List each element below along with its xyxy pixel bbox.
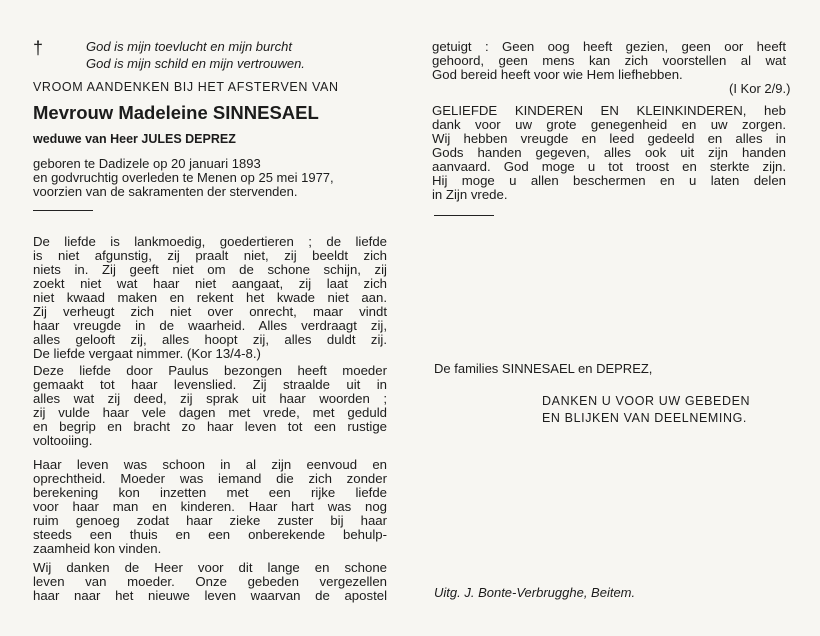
text-line: Wij hebben vreugde en leed gedeeld en alles in bbox=[432, 131, 786, 146]
paragraph-children bbox=[432, 104, 786, 202]
sacraments-line: voorzien van de sakramenten der stervenden. bbox=[33, 184, 298, 199]
text-line: berekening kon inzetten met een rijke liefde bbox=[33, 485, 387, 500]
text-line: Haar leven was schoon in al zijn eenvoud en bbox=[33, 457, 387, 472]
paragraph-scripture bbox=[432, 40, 786, 82]
text-line: GELIEFDE KINDEREN EN KLEINKINDEREN, heb bbox=[432, 103, 786, 118]
families-line: De families SINNESAEL en DEPREZ, bbox=[434, 361, 653, 376]
text-line: getuigt : Geen oog heeft gezien, geen oor heeft bbox=[432, 39, 786, 54]
paragraph-love bbox=[33, 235, 387, 361]
paragraph-life bbox=[33, 458, 387, 556]
text-line: haar vreugde in de waarheid. Alles verdraagt zij, bbox=[33, 318, 387, 333]
text-line: aanvaard. God moge u tot troost en sterkte zijn. bbox=[432, 159, 786, 174]
text-line: in Zijn vrede. bbox=[432, 187, 508, 202]
birth-line: geboren te Dadizele op 20 januari 1893 bbox=[33, 156, 261, 171]
text-line: niet kwaad maken en rekent het kwade niet aan. bbox=[33, 290, 387, 305]
text-line: oprechtheid. Moeder was iemand die zich zonder bbox=[33, 471, 387, 486]
text-line: Hij moge u allen beschermen en u laten delen bbox=[432, 173, 786, 188]
printer-credit: Uitg. J. Bonte-Verbrugghe, Beitem. bbox=[434, 585, 636, 600]
text-line: haar naar het nieuwe leven waarvan de apostel bbox=[33, 588, 387, 603]
text-line: dank voor uw grote genegenheid en uw zorgen. bbox=[432, 117, 786, 132]
text-line: is niet afgunstig, zij praalt niet, zij beeldt zich bbox=[33, 248, 387, 263]
widow-line: weduwe van Heer JULES DEPREZ bbox=[33, 132, 236, 146]
text-line: God bereid heeft voor wie Hem liefhebben. bbox=[432, 67, 683, 82]
text-line: Wij danken de Heer voor dit lange en schone bbox=[33, 560, 387, 575]
deceased-name: Mevrouw Madeleine SINNESAEL bbox=[33, 102, 319, 123]
text-line: zoekt niet wat haar niet aangaat, zij laat zich bbox=[33, 276, 387, 291]
text-line: en begrip en bracht zo haar leven tot een rustige bbox=[33, 419, 387, 434]
memorial-heading: VROOM AANDENKEN BIJ HET AFSTERVEN VAN bbox=[33, 80, 339, 94]
text-line: Deze liefde door Paulus bezongen heeft moeder bbox=[33, 363, 387, 378]
divider bbox=[33, 210, 93, 211]
text-line: steeds een thuis en een onberekende behulp- bbox=[33, 527, 387, 542]
divider bbox=[434, 215, 494, 216]
thanks-line-1: DANKEN U VOOR UW GEBEDEN bbox=[542, 394, 751, 408]
text-line: alles gelooft zij, alles hoopt zij, alles duldt zij. bbox=[33, 332, 387, 347]
cross-icon: † bbox=[33, 38, 44, 58]
motto-line-1: God is mijn toevlucht en mijn burcht bbox=[86, 39, 292, 54]
text-line: De liefde vergaat nimmer. (Kor 13/4-8.) bbox=[33, 346, 261, 361]
text-line: alles wat zij deed, zij sprak uit haar woorden ; bbox=[33, 391, 387, 406]
motto-line-2: God is mijn schild en mijn vertrouwen. bbox=[86, 56, 305, 71]
text-line: ruim genoeg zodat haar zieke zuster bij haar bbox=[33, 513, 387, 528]
text-line: De liefde is lankmoedig, goedertieren ; de liefde bbox=[33, 234, 387, 249]
text-line: Zij verheugt zich niet over onrecht, maar vindt bbox=[33, 304, 387, 319]
text-line: Gods handen gegeven, alles ook uit zijn handen bbox=[432, 145, 786, 160]
paragraph-paulus bbox=[33, 364, 387, 448]
scripture-reference: (I Kor 2/9.) bbox=[729, 81, 791, 96]
text-line: leven van moeder. Onze gebeden vergezellen bbox=[33, 574, 387, 589]
death-line: en godvruchtig overleden te Menen op 25 mei 1977, bbox=[33, 170, 334, 185]
text-line: gemaakt tot haar levenslied. Zij straalde uit in bbox=[33, 377, 387, 392]
text-line: voltooiing. bbox=[33, 433, 93, 448]
text-line: voor haar man en kinderen. Haar hart was nog bbox=[33, 499, 387, 514]
text-line: zij vulde haar vele dagen met vrede, met geduld bbox=[33, 405, 387, 420]
thanks-line-2: EN BLIJKEN VAN DEELNEMING. bbox=[542, 411, 747, 425]
text-line: niets in. Zij geeft niet om de schone schijn, zij bbox=[33, 262, 387, 277]
paragraph-thanks bbox=[33, 561, 387, 603]
text-line: gehoord, geen mens kan zich voorstellen al wat bbox=[432, 53, 786, 68]
text-line: zaamheid kon vinden. bbox=[33, 541, 162, 556]
